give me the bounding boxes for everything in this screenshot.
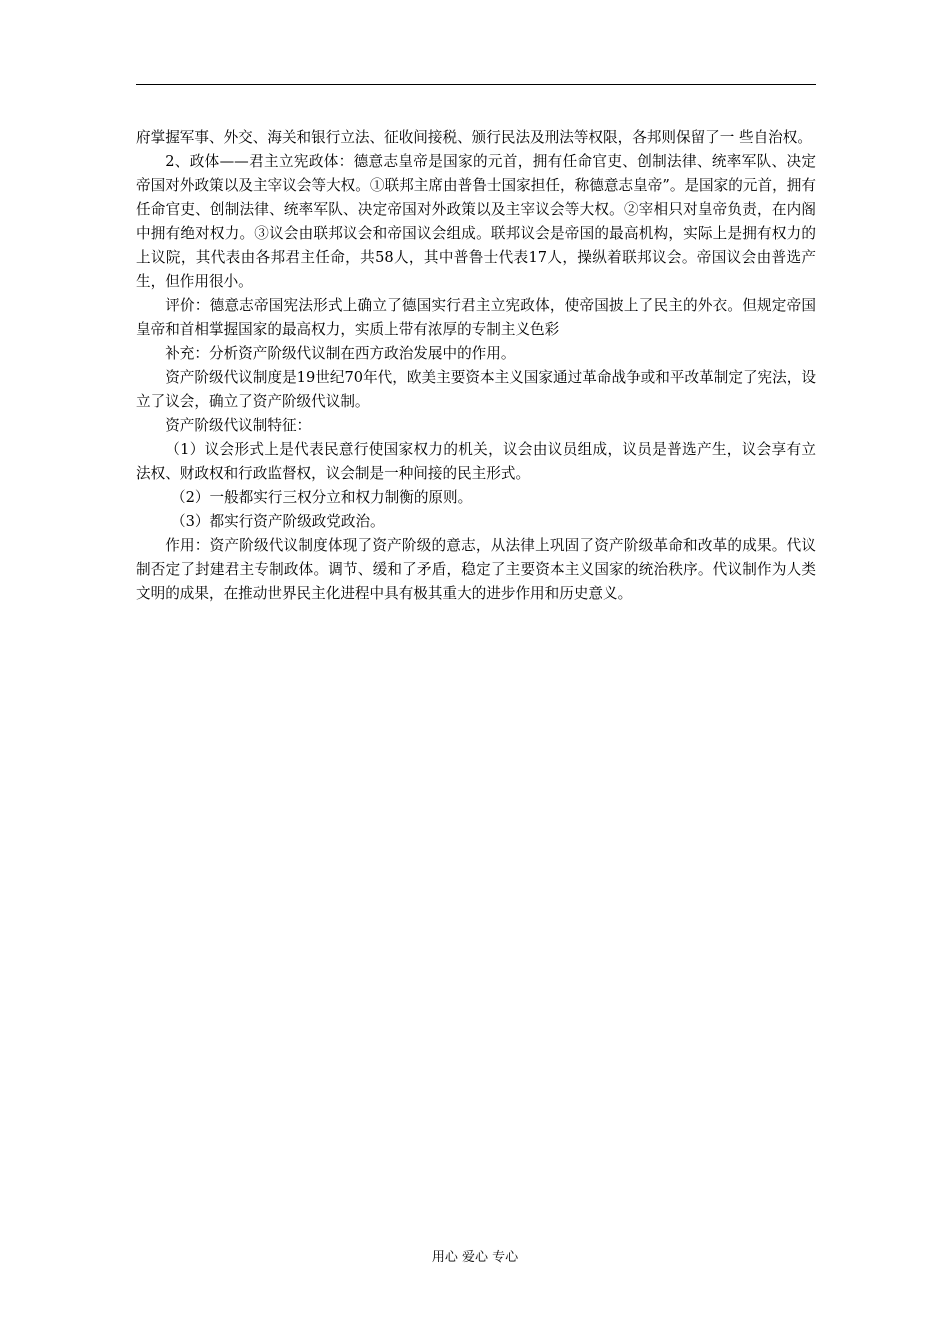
page-footer: 用心 爱心 专心 [431,1250,519,1265]
paragraph-continuation: 府掌握军事、外交、海关和银行立法、征收间接税、颁行民法及刑法等权限，各邦则保留了一 些自治权。 [136,129,812,146]
paragraph-role: 作用：资产阶级代议制度体现了资产阶级的意志，从法律上巩固了资产阶级革命和改革的成果。代议制否定了封建君主专制政体。调节、缓和了矛盾，稳定了主要资本主义国家的统治秩序。代议制作为人类文明的成果，在推动世界民主化进程中具有极其重大的进步作用和历史意义。 [136,537,816,602]
paragraph-features-heading: 资产阶级代议制特征： [165,417,312,434]
paragraph-evaluation: 评价：德意志帝国宪法形式上确立了德国实行君主立宪政体，使帝国披上了民主的外衣。但规定帝国皇帝和首相掌握国家的最高权力，实质上带有浓厚的专制主义色彩 [136,297,816,338]
paragraph-representative-system: 资产阶级代议制度是19世纪70年代，欧美主要资本主义国家通过革命战争或和平改革制定了宪法，设立了议会，确立了资产阶级代议制。 [136,369,816,410]
paragraph-supplement: 补充：分析资产阶级代议制在西方政治发展中的作用。 [165,345,516,362]
header-rule [136,84,816,85]
paragraph-polity: 2、政体——君主立宪政体：德意志皇帝是国家的元首，拥有任命官吏、创制法律、统率军队、决定帝国对外政策以及主宰议会等大权。①联邦主席由普鲁士国家担任，称德意志皇帝”。是国家的元首，拥有任命官吏、创制法律、统率军队、决定帝国对外政策以及主宰议会等大权。②宰相只对皇帝负责，在内阁中拥有绝对权力。③议会由联邦议会和帝国议会组成。联邦议会是帝国的最高机构，实际上是拥有权力的上议院，其代表由各邦君主任命，共58人，其中普鲁士代表17人，操纵着联邦议会。帝国议会由普选产生，但作用很小。 [136,153,816,290]
document-body [136,126,816,606]
paragraph-feature-2: （2）一般都实行三权分立和权力制衡的原则。 [171,489,473,506]
paragraph-feature-3: （3）都实行资产阶级政党政治。 [171,513,385,530]
paragraph-feature-1: （1）议会形式上是代表民意行使国家权力的机关，议会由议员组成，议员是普选产生，议会享有立法权、财政权和行政监督权，议会制是一种间接的民主形式。 [136,441,816,482]
